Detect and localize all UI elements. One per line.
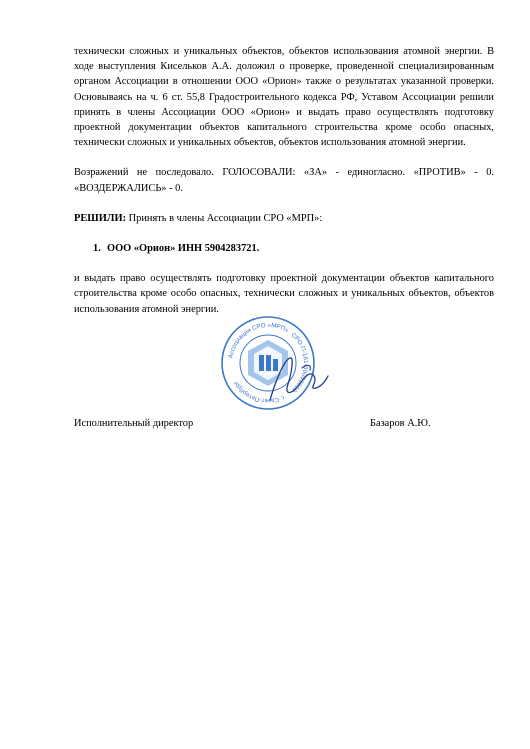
stamp-ring-bottom: г. Санкт-Петербург bbox=[232, 379, 286, 405]
document-body bbox=[74, 44, 494, 317]
signatory-title: Исполнительный директор bbox=[74, 418, 194, 429]
handwritten-signature bbox=[262, 350, 332, 410]
stamp-ring-left: Ассоциация СРО «МРП» bbox=[227, 321, 290, 359]
paragraph-2: Возражений не последовало. ГОЛОСОВАЛИ: «ЗА» - единогласно. «ПРОТИВ» - 0. «ВОЗДЕРЖАЛИСЬ» - 0. bbox=[74, 167, 494, 194]
resolved-paragraph bbox=[74, 211, 494, 226]
paragraph-1: технически сложных и уникальных объектов, объектов использования атомной энергии. В ходе выступления Кисельков А.А. доложил о проверке, проведенной специализированным органом Ассоциации в отношении ООО «Орион» также о результатах указанной проверки. Основываясь на ч. 6 ст. 55,8 Градостроительного кодекса РФ, Уставом Ассоциации решили принять в члены Ассоциации ООО «Орион» и выдать право осуществлять подготовку проектной документации объектов капитального строительства кроме особо опасных, технически сложных и уникальных объектов, объектов использования атомной энергии. bbox=[74, 46, 494, 149]
signatory-name: Базаров А.Ю. bbox=[370, 418, 431, 429]
list-item-text: ООО «Орион» ИНН 5904283721. bbox=[107, 243, 260, 255]
stamp-ring-right: СРО-П-161-09092010 bbox=[289, 331, 310, 394]
resolved-text: Принять в члены Ассоциации СРО «МРП»: bbox=[126, 212, 323, 224]
paragraph-3: и выдать право осуществлять подготовку проектной документации объектов капитального строительства кроме особо опасных, технически сложных и уникальных объектов, объектов использования атомной энергии. bbox=[74, 273, 494, 315]
list-item bbox=[74, 241, 494, 256]
resolved-label: РЕШИЛИ: bbox=[74, 212, 127, 224]
list-item-number: 1. bbox=[93, 243, 101, 255]
